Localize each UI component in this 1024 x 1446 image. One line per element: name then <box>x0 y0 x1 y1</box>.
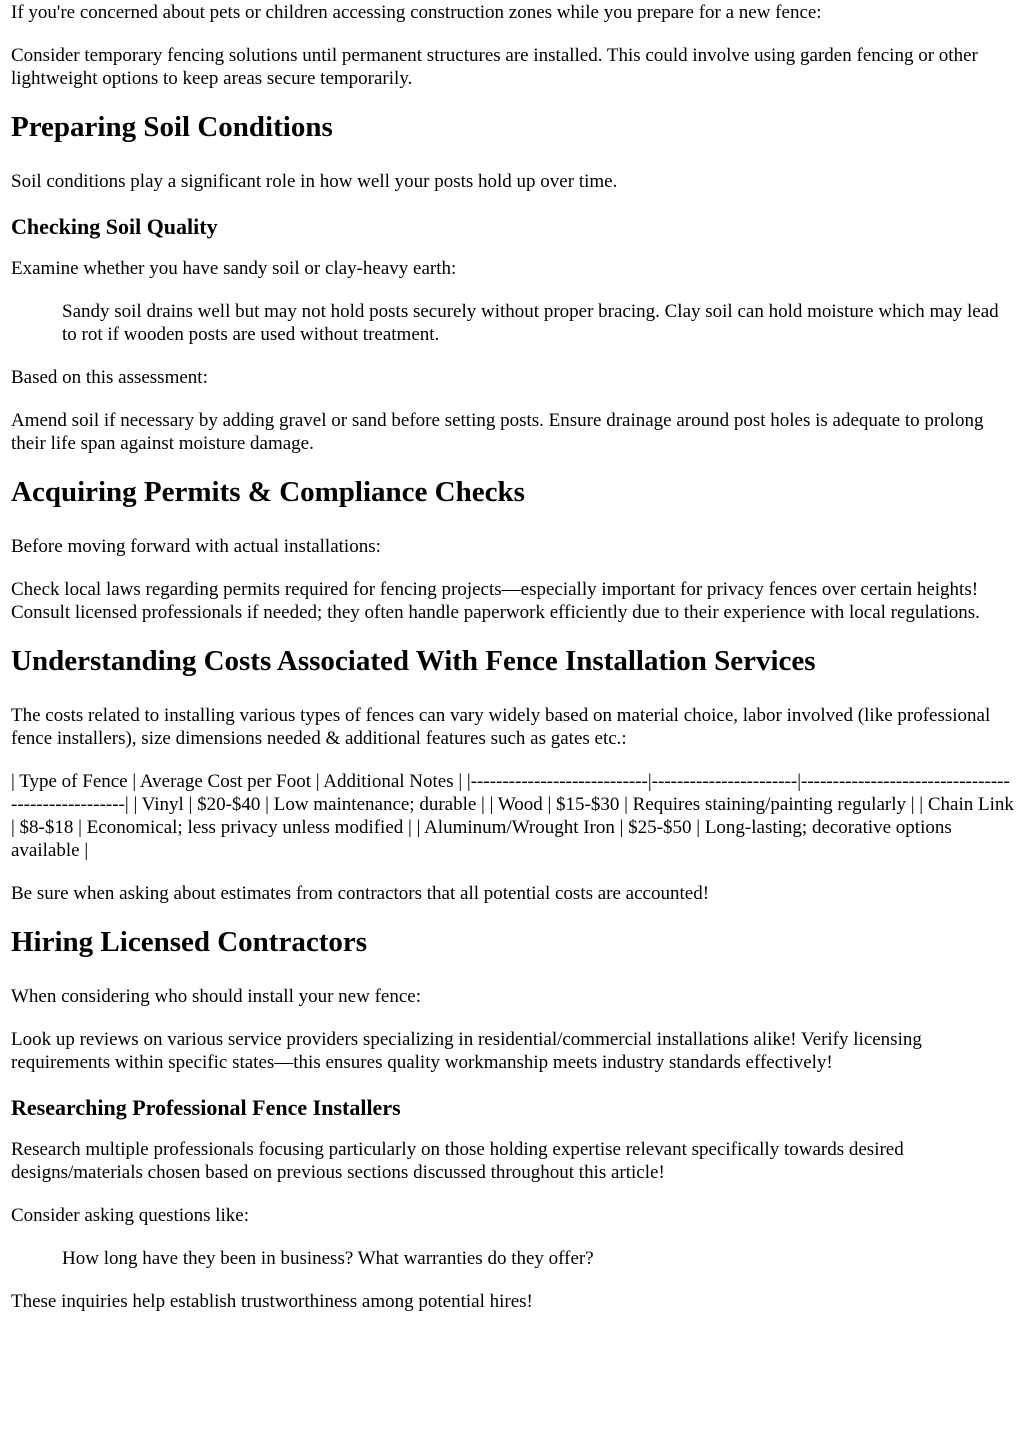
heading-permits: Acquiring Permits & Compliance Checks <box>11 476 525 508</box>
quote-soil-types: Sandy soil drains well but may not hold posts securely without proper bracing. Clay soil can hold moisture which may lead to rot if wooden posts are used without treatment. <box>62 301 999 345</box>
paragraph-pets-concern: If you're concerned about pets or children accessing construction zones while you prepare for a new fence: <box>11 2 822 23</box>
heading-costs: Understanding Costs Associated With Fence Installation Services <box>11 645 816 677</box>
paragraph-amend-soil: Amend soil if necessary by adding gravel or sand before setting posts. Ensure drainage around post holes is adequate to prolong their life span against moisture damage. <box>11 410 984 454</box>
paragraph-temporary-fencing: Consider temporary fencing solutions until permanent structures are installed. This could involve using garden fencing or other lightweight options to keep areas secure temporarily. <box>11 45 978 89</box>
paragraph-reviews: Look up reviews on various service providers specializing in residential/commercial installations alike! Verify licensing requirements within specific states—this ensures quality workmanship meets industry standards effectively! <box>11 1029 922 1073</box>
paragraph-examine-soil: Examine whether you have sandy soil or clay-heavy earth: <box>11 258 457 279</box>
paragraph-trustworthiness: These inquiries help establish trustworthiness among potential hires! <box>11 1291 533 1312</box>
paragraph-questions-intro: Consider asking questions like: <box>11 1205 250 1226</box>
paragraph-check-laws: Check local laws regarding permits required for fencing projects—especially important for privacy fences over certain heights! Consult licensed professionals if needed; they often handle paperwork efficiently due to their experience with local regulations. <box>11 579 980 623</box>
paragraph-assessment: Based on this assessment: <box>11 367 208 388</box>
heading-checking-soil-quality: Checking Soil Quality <box>11 214 218 239</box>
paragraph-estimates: Be sure when asking about estimates from contractors that all potential costs are accounted! <box>11 883 710 904</box>
paragraph-research-professionals: Research multiple professionals focusing particularly on those holding expertise relevant specifically towards desired designs/materials chosen based on previous sections discussed throughout this article! <box>11 1139 904 1183</box>
heading-hiring-contractors: Hiring Licensed Contractors <box>11 926 368 958</box>
paragraph-costs-intro: The costs related to installing various types of fences can vary widely based on material choice, labor involved (like professional fence installers), size dimensions needed & additional features such as gates etc.: <box>11 705 991 749</box>
paragraph-who-installs: When considering who should install your new fence: <box>11 986 421 1007</box>
quote-questions: How long have they been in business? What warranties do they offer? <box>62 1248 594 1269</box>
paragraph-soil-intro: Soil conditions play a significant role in how well your posts hold up over time. <box>11 171 618 192</box>
paragraph-cost-table-text: | Type of Fence | Average Cost per Foot | Additional Notes | |----------------------------|-----------------------|---------------------------------------------------| | Vinyl | $20-$40 | Low maintenance; durable | | Wood | $15-$30 | Requires staining/painting regularly | | Chain Link | $8-$18 | Economical; less privacy unless modified | | Aluminum/Wrought Iron | $25-$50 | Long-lasting; decorative options available | <box>11 771 1014 861</box>
heading-preparing-soil: Preparing Soil Conditions <box>11 111 333 143</box>
heading-researching-installers: Researching Professional Fence Installers <box>11 1095 401 1120</box>
paragraph-before-installations: Before moving forward with actual installations: <box>11 536 381 557</box>
